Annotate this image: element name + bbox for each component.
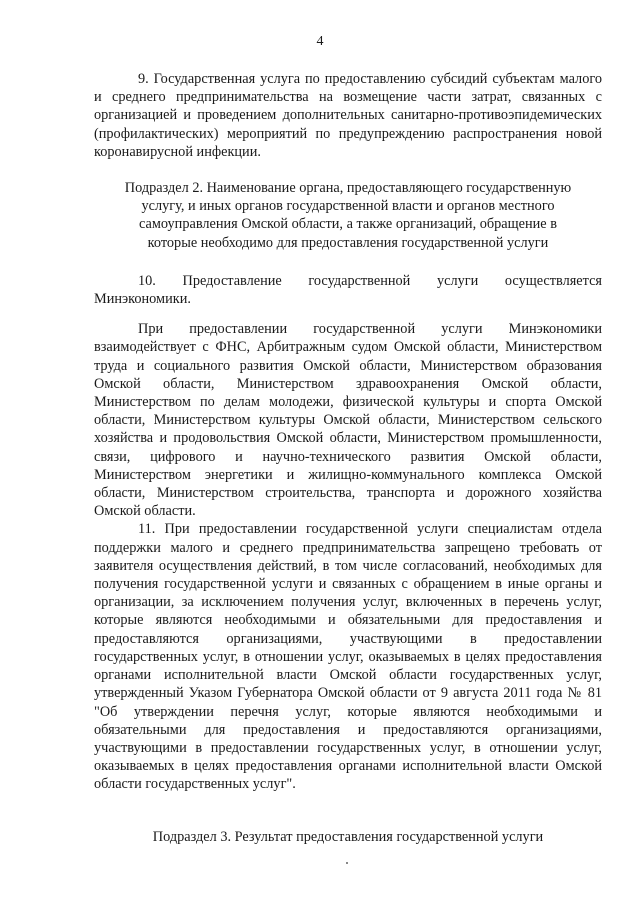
paragraph-11: 11. При предоставлении государственной услуги специалистам отдела поддержки малого и среднего предпринимательства запрещено требовать от заявителя осуществления действий, в том числе согласований, необходимых для получения государственной услуги и связанных с обращением в иные органы и организации, за исключением получения услуг, включенных в перечень услуг, которые являются необходимыми и обязательными для предоставления и предоставляются организациями, участвующими в предоставлении государственных услуг, в отношении услуг, оказываемых в целях предоставления органами исполнительной власти Омской области государственных услуг, утвержденный Указом Губернатора Омской области от 9 августа 2011 года № 81 "Об утверждении перечня услуг, которые являются необходимыми и обязательными для предоставления и предоставляются организациями, участвующими в предоставлении государственных услуг, в отношении услуг, оказываемых в целях предоставления органами исполнительной власти Омской области государственных услуг". <box>94 521 602 793</box>
subsection-3-heading: Подраздел 3. Результат предоставления государственной услуги <box>152 828 544 845</box>
document-body <box>94 70 602 846</box>
page-number: 4 <box>316 34 324 49</box>
paragraph-9: 9. Государственная услуга по предоставлению субсидий субъектам малого и среднего предпринимательства на возмещение части затрат, связанных с организацией и проведением дополнительных санитарно-противоэпидемических (профилактических) мероприятий по предупреждению распространения новой коронавирусной инфекции. <box>94 71 602 160</box>
scan-dot <box>346 862 348 864</box>
paragraph-10-interaction: При предоставлении государственной услуги Минэкономики взаимодействует с ФНС, Арбитражным судом Омской области, Министерством труда и социального развития Омской области, Министерством образования Омской области, Министерством здравоохранения Омской области, Министерством по делам молодежи, физической культуры и спорта Омской области, Министерством культуры Омской области, Министерством сельского хозяйства и продовольствия Омской области, Министерством промышленности, связи, цифрового и научно-технического развития Омской области, Министерством энергетики и жилищно-коммунального комплекса Омской области, Министерством строительства, транспорта и дорожного хозяйства Омской области. <box>94 321 602 520</box>
paragraph-10: 10. Предоставление государственной услуги осуществляется Минэкономики. <box>94 272 602 308</box>
subsection-2-heading: Подраздел 2. Наименование органа, предоставляющего государственную услугу, и иных органов государственной власти и органов местного самоуправления Омской области, а также организаций, обращение в которые необходимо для предоставления государственной услуги <box>124 180 572 251</box>
